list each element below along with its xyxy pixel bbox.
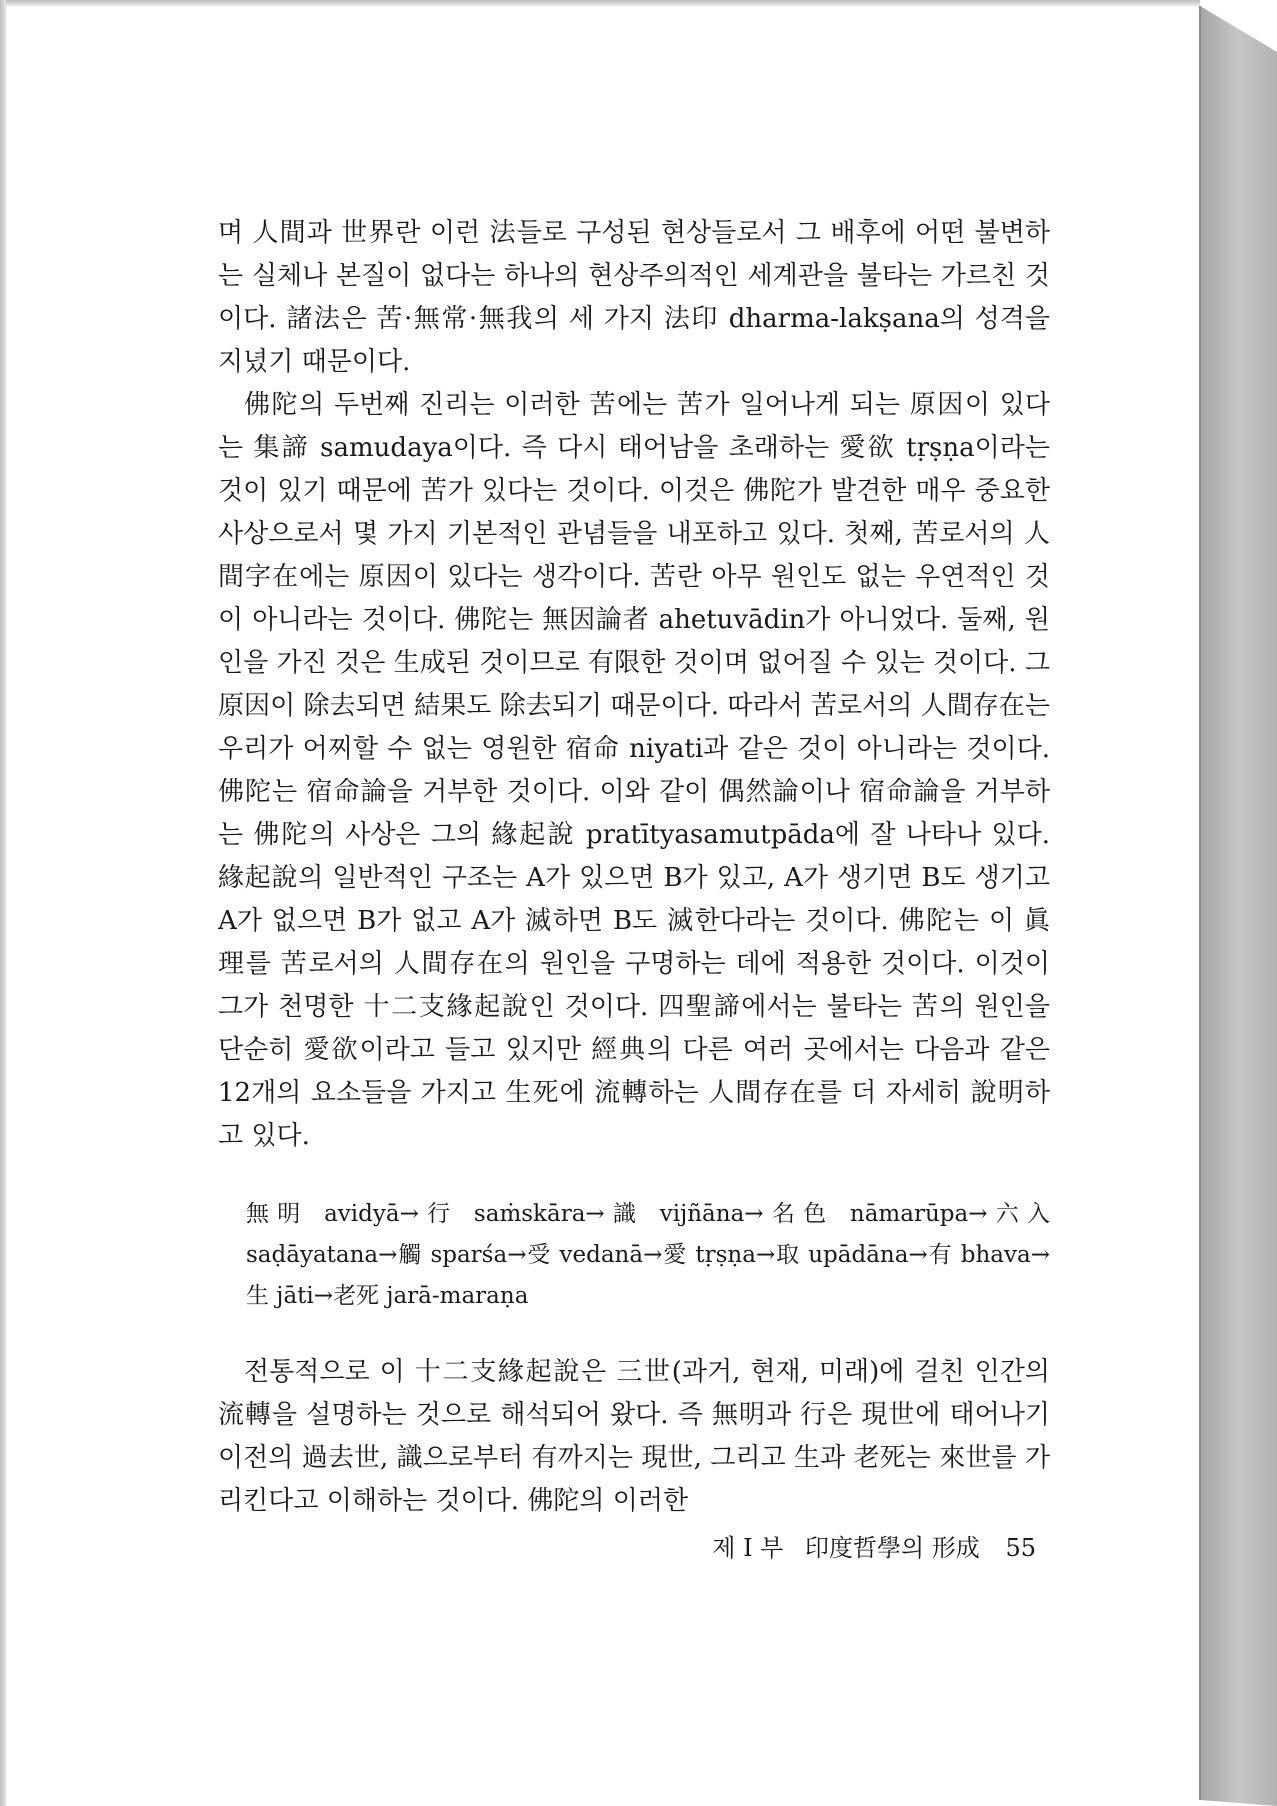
paragraph-1: 며 人間과 世界란 이런 法들로 구성된 현상들로서 그 배후에 어떤 불변하는 실체나 본질이 없다는 하나의 현상주의적인 세계관을 불타는 가르친 것이다. 諸法은 苦·無常·無我의 세 가지 法印 dharma-lakṣana의 성격을 지녔기 때문이다. [218, 218, 1050, 377]
book-thickness [1200, 6, 1277, 1806]
paragraph-3: 전통적으로 이 十二支緣起說은 三世(과거, 현재, 미래)에 걸친 인간의 流轉을 설명하는 것으로 해석되어 왔다. 즉 無明과 行은 現世에 태어나기 이전의 過去世, 識으로부터 有까지는 現世, 그리고 生과 老死는 來世를 가리킨다고 이해하는 것이다. 佛陀의 이러한 [218, 1357, 1050, 1516]
dependent-origination-chain: 無明 avidyā→行 saṁskāra→識 vijñāna→名色 nāmarūpa→六入 saḍāyatana→觸 sparśa→受 vedanā→愛 tṛṣṇa→取 upādāna→有 bhava→生 jāti→老死 jarā-maraṇa [246, 1201, 1050, 1309]
page-number: 55 [1005, 1534, 1036, 1562]
footer-title: 印度哲學의 形成 [805, 1534, 980, 1562]
paragraph-2: 佛陀의 두번째 진리는 이러한 苦에는 苦가 일어나게 되는 原因이 있다는 集諦 samudaya이다. 즉 다시 태어남을 초래하는 愛欲 tṛṣṇa이라는 것이 있기 때문에 苦가 있다는 것이다. 이것은 佛陀가 발견한 매우 중요한 사상으로서 몇 가지 기본적인 관념들을 내포하고 있다. 첫째, 苦로서의 人間字在에는 原因이 있다는 생각이다. 苦란 아무 원인도 없는 우연적인 것이 아니라는 것이다. 佛陀는 無因論者 ahetuvādin가 아니었다. 둘째, 원인을 가진 것은 生成된 것이므로 有限한 것이며 없어질 수 있는 것이다. 그 原因이 除去되면 結果도 除去되기 때문이다. 따라서 苦로서의 人間存在는 우리가 어찌할 수 없는 영원한 宿命 niyati과 같은 것이 아니라는 것이다. 佛陀는 宿命論을 거부한 것이다. 이와 같이 偶然論이나 宿命論을 거부하는 佛陀의 사상은 그의 緣起說 pratītyasamutpāda에 잘 나타나 있다. 緣起說의 일반적인 구조는 A가 있으면 B가 있고, A가 생기면 B도 생기고 A가 없으면 B가 없고 A가 滅하면 B도 滅한다라는 것이다. 佛陀는 이 眞理를 苦로서의 人間存在의 원인을 구명하는 데에 적용한 것이다. 이것이 그가 천명한 十二支緣起說인 것이다. 四聖諦에서는 불타는 苦의 원인을 단순히 愛欲이라고 들고 있지만 經典의 다른 여러 곳에서는 다음과 같은 12개의 요소들을 가지고 生死에 流轉하는 人間存在를 더 자세히 說明하고 있다. [218, 390, 1050, 1151]
footer-part: 제 I 부 [712, 1534, 784, 1562]
